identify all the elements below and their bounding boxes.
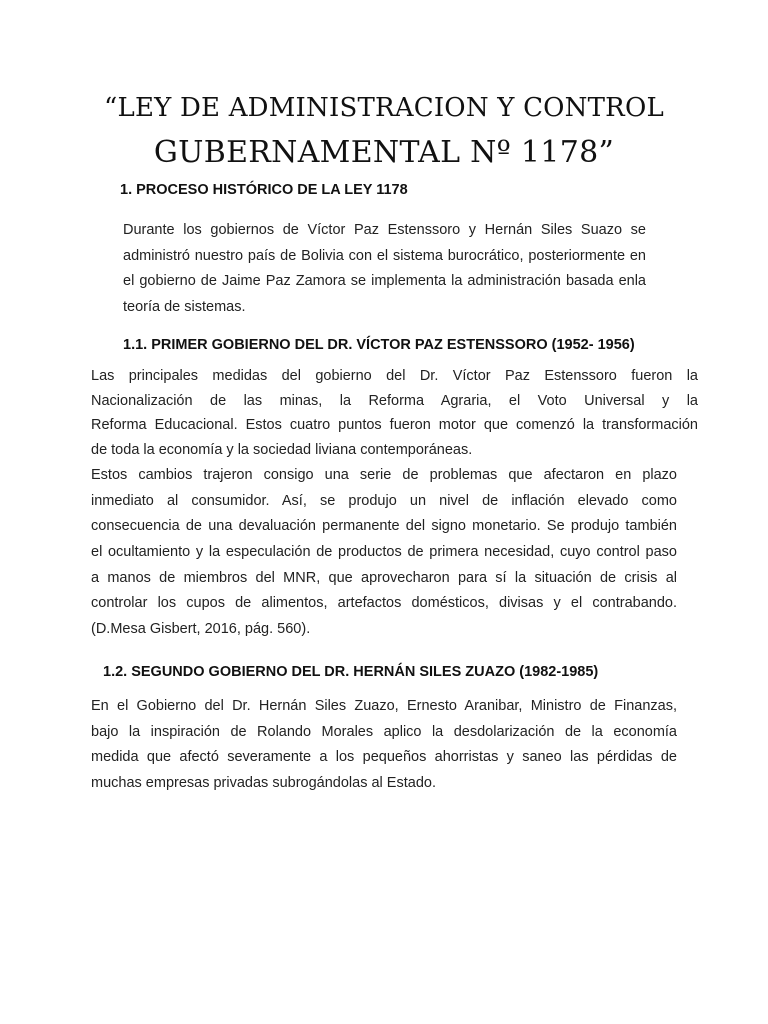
paragraph-line: En el Gobierno del Dr. Hernán Siles Zuazo, Ernesto Aranibar, Ministro de Finanzas, (91, 698, 677, 714)
paragraph-line: Estos cambios trajeron consigo una serie de problemas que afectaron en plazo (91, 467, 677, 483)
paragraph-line: muchas empresas privadas subrogándolas al Estado. (91, 774, 436, 791)
section-heading: 1.2. SEGUNDO GOBIERNO DEL DR. HERNÁN SILES ZUAZO (1982-1985) (103, 664, 599, 680)
paragraph-line: a manos de miembros del MNR, que aprovecharon para sí la situación de crisis al (91, 569, 677, 586)
paragraph-line: Las principales medidas del gobierno del Dr. Víctor Paz Estenssoro fueron la (91, 368, 698, 384)
paragraph-line: inmediato al consumidor. Así, se produjo un nivel de inflación elevado como (91, 492, 677, 509)
paragraph-line: administró nuestro país de Bolivia con el sistema burocrático, posteriormente en (123, 247, 646, 264)
paragraph-line: (D.Mesa Gisbert, 2016, pág. 560). (91, 621, 311, 638)
paragraph-line: controlar los cupos de alimentos, artefactos domésticos, divisas y el contrabando. (91, 595, 677, 612)
paragraph-line: medida que afectó severamente a los pequeños ahorristas y saneo las pérdidas de (91, 749, 677, 765)
paragraph-line: de toda la economía y la sociedad liviana contemporáneas. (91, 441, 473, 458)
document-title-line-1: “LEY DE ADMINISTRACION Y CONTROL (104, 93, 664, 123)
paragraph-line: Durante los gobiernos de Víctor Paz Estenssoro y Hernán Siles Suazo se (123, 222, 646, 238)
section-heading: 1. PROCESO HISTÓRICO DE LA LEY 1178 (120, 182, 408, 198)
document-title-line-2: GUBERNAMENTAL Nº 1178” (153, 135, 615, 170)
paragraph (123, 218, 646, 320)
paragraph-line: teoría de sistemas. (123, 298, 246, 315)
paragraph (91, 364, 698, 462)
paragraph (91, 463, 677, 643)
paragraph (91, 694, 677, 796)
paragraph-line: bajo la inspiración de Rolando Morales aplico la desdolarización de la economía (91, 723, 677, 740)
paragraph-line: Reforma Educacional. Estos cuatro puntos fueron motor que comenzó la transformación (91, 417, 698, 433)
paragraph-line: el ocultamiento y la especulación de productos de primera necesidad, cuyo control paso (91, 544, 677, 561)
paragraph-line: Nacionalización de las minas, la Reforma Agraria, el Voto Universal y la (91, 392, 698, 409)
paragraph-line: consecuencia de una devaluación permanente del signo monetario. Se produjo también (91, 518, 677, 535)
paragraph-line: el gobierno de Jaime Paz Zamora se implementa la administración basada enla (123, 273, 646, 289)
section-heading: 1.1. PRIMER GOBIERNO DEL DR. VÍCTOR PAZ ESTENSSORO (1952- 1956) (123, 337, 635, 353)
